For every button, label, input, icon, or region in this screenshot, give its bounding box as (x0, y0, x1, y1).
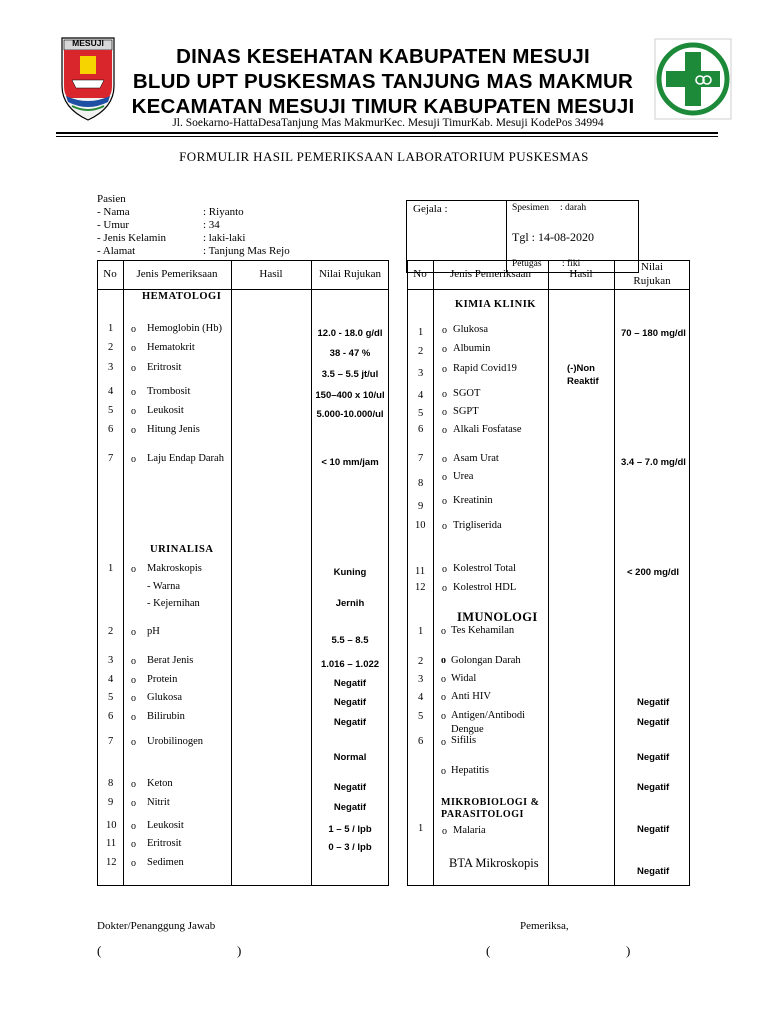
exam-item: Eritrosit (147, 362, 182, 373)
bullet-icon: o (131, 712, 136, 723)
left-header-hasil: Hasil (259, 268, 283, 280)
row-number: 2 (108, 626, 114, 637)
left-table-header-rule (97, 289, 389, 290)
bullet-icon: o (442, 325, 447, 336)
row-number: 4 (418, 390, 424, 401)
exam-item: Albumin (453, 343, 491, 354)
exam-item: Kreatinin (453, 495, 493, 506)
row-number: 7 (418, 453, 424, 464)
bullet-icon: o (441, 692, 446, 703)
reference-value: 5.000-10.000/ul (316, 409, 384, 420)
reference-value: 70 – 180 mg/dl (621, 328, 686, 339)
reference-value: 12.0 - 18.0 g/dl (317, 328, 383, 339)
right-header-hasil: Hasil (569, 268, 593, 280)
bullet-icon: o (441, 737, 446, 748)
exam-item: Antigen/Antibodi (451, 710, 526, 721)
row-number: 1 (418, 823, 424, 834)
dokter-label: Dokter/Penanggung Jawab (97, 920, 216, 932)
petugas-label: Petugas (512, 259, 542, 269)
reference-value: Negatif (637, 717, 670, 728)
left-col-divider (123, 260, 124, 886)
row-number: 8 (108, 778, 114, 789)
header-rule (56, 132, 718, 134)
bullet-icon: o (441, 766, 446, 777)
section-urinalisa: URINALISA (150, 544, 214, 555)
row-number: 11 (106, 838, 117, 849)
row-number: 2 (418, 346, 424, 357)
exam-item: pH (147, 626, 160, 637)
bullet-icon: o (131, 737, 136, 748)
pemeriksa-label: Pemeriksa, (520, 920, 569, 932)
exam-item: Berat Jenis (147, 655, 194, 666)
exam-item: Tes Kehamilan (451, 625, 515, 636)
patient-sex-label: - Jenis Kelamin (97, 232, 167, 244)
bullet-icon: o (442, 521, 447, 532)
form-title: FORMULIR HASIL PEMERIKSAAN LABORATORIUM PUSKESMAS (179, 149, 589, 164)
reference-value: Jernih (335, 598, 365, 609)
bullet-icon: o (131, 564, 136, 575)
reference-value: Negatif (333, 717, 367, 728)
bullet-icon: o (442, 344, 447, 355)
row-number: 2 (108, 342, 114, 353)
exam-item: Alkali Fosfatase (453, 424, 522, 435)
patient-age-label: - Umur (97, 219, 130, 231)
reference-value: < 10 mm/jam (321, 457, 379, 468)
patient-name-label: - Nama (97, 206, 130, 218)
reference-value: Normal (333, 752, 367, 763)
right-col-divider (614, 260, 615, 886)
exam-item: Hemoglobin (Hb) (147, 323, 222, 334)
reference-value: 3.4 – 7.0 mg/dl (621, 457, 686, 468)
exam-item: Rapid Covid19 (453, 363, 517, 374)
row-number: 4 (418, 692, 424, 703)
row-number: 2 (418, 656, 424, 667)
exam-item: Hitung Jenis (147, 424, 200, 435)
left-header-no: No (103, 268, 117, 280)
row-number: 9 (108, 797, 114, 808)
exam-item: Hepatitis (451, 765, 489, 776)
exam-item: Glukosa (453, 324, 488, 335)
row-number: 7 (108, 453, 114, 464)
exam-item: Asam Urat (453, 453, 499, 464)
bullet-icon: o (131, 779, 136, 790)
bullet-icon: o (131, 406, 136, 417)
patient-address-value: : Tanjung Mas Rejo (203, 245, 290, 257)
bullet-icon: o (131, 693, 136, 704)
reference-value: 0 – 3 / lpb (328, 842, 372, 853)
bullet-icon: o (442, 826, 447, 837)
bullet-icon: o (131, 425, 136, 436)
row-number: 4 (108, 674, 114, 685)
row-number: 3 (108, 655, 114, 666)
exam-item: Laju Endap Darah (147, 453, 224, 464)
exam-item: Dengue (451, 724, 484, 735)
exam-item: SGPT (453, 406, 479, 417)
reference-value: 1 – 5 / lpb (328, 824, 372, 835)
bullet-icon: o (131, 798, 136, 809)
row-number: 11 (415, 566, 426, 577)
row-number: 1 (418, 327, 424, 338)
bullet-icon: o (131, 454, 136, 465)
right-header-nilai-2: Rujukan (633, 275, 671, 287)
patient-address-label: - Alamat (97, 245, 136, 257)
left-header-nilai: Nilai Rujukan (318, 268, 382, 280)
exam-item: BTA Mikroskopis (449, 856, 539, 870)
row-number: 6 (108, 711, 114, 722)
exam-item: Sedimen (147, 857, 184, 868)
exam-item: Trombosit (147, 386, 191, 397)
row-number: 6 (108, 424, 114, 435)
row-number: 1 (108, 563, 114, 574)
exam-item: Protein (147, 674, 178, 685)
petugas-value: : fiki (562, 259, 581, 269)
right-header-jenis: Jenis Pemeriksaan (450, 268, 531, 280)
reference-value: 38 - 47 % (329, 348, 371, 359)
right-col-divider (548, 260, 549, 886)
row-number: 6 (418, 424, 424, 435)
signature-bracket-open: ( (486, 943, 491, 958)
row-number: 3 (418, 674, 424, 685)
reference-value: Negatif (333, 697, 367, 708)
patient-age-value: : 34 (203, 219, 220, 231)
bullet-icon: o (442, 564, 447, 575)
exam-item: Kolestrol Total (453, 563, 516, 574)
puskesmas-logo (654, 38, 732, 120)
exam-item: Golongan Darah (451, 655, 521, 666)
bullet-icon: o (442, 454, 447, 465)
exam-item: Anti HIV (451, 691, 491, 702)
reference-value: Negatif (637, 752, 670, 763)
bullet-icon: o (441, 655, 446, 666)
result-value: (-)Non (567, 363, 595, 374)
exam-item: - Warna (147, 581, 181, 592)
reference-value: Negatif (637, 782, 670, 793)
section-kimia-klinik: KIMIA KLINIK (455, 299, 536, 310)
exam-item: Glukosa (147, 692, 182, 703)
exam-item: SGOT (453, 388, 481, 399)
row-number: 7 (108, 736, 114, 747)
header-address: Jl. Soekarno-HattaDesaTanjung Mas MakmurKec. Mesuji TimurKab. Mesuji KodePos 34994 (172, 117, 604, 129)
patient-heading: Pasien (97, 193, 126, 205)
reference-value: Kuning (333, 567, 367, 578)
signature-bracket-close: ) (237, 943, 242, 958)
bullet-icon: o (442, 389, 447, 400)
exam-item: Malaria (453, 825, 486, 836)
row-number: 4 (108, 386, 114, 397)
bullet-icon: o (131, 656, 136, 667)
exam-item: Urobilinogen (147, 736, 203, 747)
result-value: Reaktif (567, 376, 599, 387)
exam-item: Sifilis (451, 735, 477, 746)
bullet-icon: o (442, 496, 447, 507)
exam-item: Trigliserida (453, 520, 502, 531)
gejala-label: Gejala : (413, 203, 448, 215)
row-number: 3 (418, 368, 424, 379)
section-parasitologi: PARASITOLOGI (441, 809, 524, 820)
spesimen-label: Spesimen (512, 203, 549, 213)
bullet-icon: o (441, 674, 446, 685)
bullet-icon: o (131, 343, 136, 354)
row-number: 8 (418, 478, 424, 489)
exam-item: - Kejernihan (147, 598, 200, 609)
bullet-icon: o (442, 364, 447, 375)
right-header-no: No (413, 268, 427, 280)
reference-value: Negatif (333, 678, 367, 689)
reference-value: 1.016 – 1.022 (320, 659, 380, 670)
row-number: 5 (418, 711, 424, 722)
bullet-icon: o (442, 425, 447, 436)
row-number: 12 (106, 857, 117, 868)
row-number: 6 (418, 736, 424, 747)
bullet-icon: o (131, 627, 136, 638)
spesimen-value: : darah (560, 203, 587, 213)
exam-item: Makroskopis (147, 563, 202, 574)
reference-value: Negatif (333, 802, 367, 813)
row-number: 5 (108, 692, 114, 703)
reference-value: < 200 mg/dl (627, 567, 680, 578)
section-hematologi: HEMATOLOGI (142, 291, 222, 302)
section-imunologi: IMUNOLOGI (457, 610, 538, 624)
bullet-icon: o (131, 821, 136, 832)
exam-item: Eritrosit (147, 838, 182, 849)
bullet-icon: o (131, 675, 136, 686)
left-col-divider (231, 260, 232, 886)
bullet-icon: o (441, 626, 446, 637)
bullet-icon: o (442, 583, 447, 594)
exam-item: Leukosit (147, 405, 184, 416)
reference-value: Negatif (637, 866, 670, 877)
reference-value: Negatif (333, 782, 367, 793)
signature-bracket-close: ) (626, 943, 631, 958)
exam-item: Nitrit (147, 797, 170, 808)
bullet-icon: o (131, 858, 136, 869)
reference-value: Negatif (637, 697, 670, 708)
right-header-nilai-1: Nilai (641, 261, 663, 273)
tanggal: Tgl : 14-08-2020 (512, 230, 594, 244)
reference-value: 5.5 – 8.5 (331, 635, 369, 646)
reference-value: 3.5 – 5.5 jt/ul (321, 369, 379, 380)
row-number: 10 (106, 820, 117, 831)
logo-left-text: MESUJI (72, 38, 104, 48)
bullet-icon: o (131, 387, 136, 398)
exam-item: Hematokrit (147, 342, 195, 353)
exam-item: Leukosit (147, 820, 184, 831)
mesuji-regency-logo (58, 36, 118, 122)
row-number: 1 (108, 323, 114, 334)
row-number: 5 (108, 405, 114, 416)
section-mikrobiologi: MIKROBIOLOGI & (441, 797, 540, 808)
reference-value: 150–400 x 10/ul (315, 390, 385, 401)
row-number: 1 (418, 626, 424, 637)
header-line-3: KECAMATAN MESUJI TIMUR KABUPATEN MESUJI (131, 95, 635, 118)
row-number: 3 (108, 362, 114, 373)
header-line-1: DINAS KESEHATAN KABUPATEN MESUJI (176, 45, 590, 68)
left-header-jenis: Jenis Pemeriksaan (136, 268, 218, 280)
row-number: 10 (415, 520, 426, 531)
signature-bracket-open: ( (97, 943, 102, 958)
reference-value: Negatif (637, 824, 670, 835)
header-line-2: BLUD UPT PUSKESMAS TANJUNG MAS MAKMUR (132, 70, 634, 93)
exam-item: Bilirubin (147, 711, 185, 722)
patient-sex-value: : laki-laki (203, 232, 246, 244)
bullet-icon: o (131, 363, 136, 374)
bullet-icon: o (131, 839, 136, 850)
exam-item: Urea (453, 471, 474, 482)
exam-item: Widal (451, 673, 477, 684)
row-number: 12 (415, 582, 426, 593)
row-number: 9 (418, 501, 424, 512)
bullet-icon: o (442, 407, 447, 418)
header-rule-thin (56, 136, 718, 137)
bullet-icon: o (131, 324, 136, 335)
bullet-icon: o (442, 472, 447, 483)
bullet-icon: o (441, 711, 446, 722)
exam-item: Keton (147, 778, 173, 789)
exam-item: Kolestrol HDL (453, 582, 517, 593)
right-col-divider (433, 260, 434, 886)
patient-name-value: : Riyanto (203, 206, 244, 218)
row-number: 5 (418, 408, 424, 419)
